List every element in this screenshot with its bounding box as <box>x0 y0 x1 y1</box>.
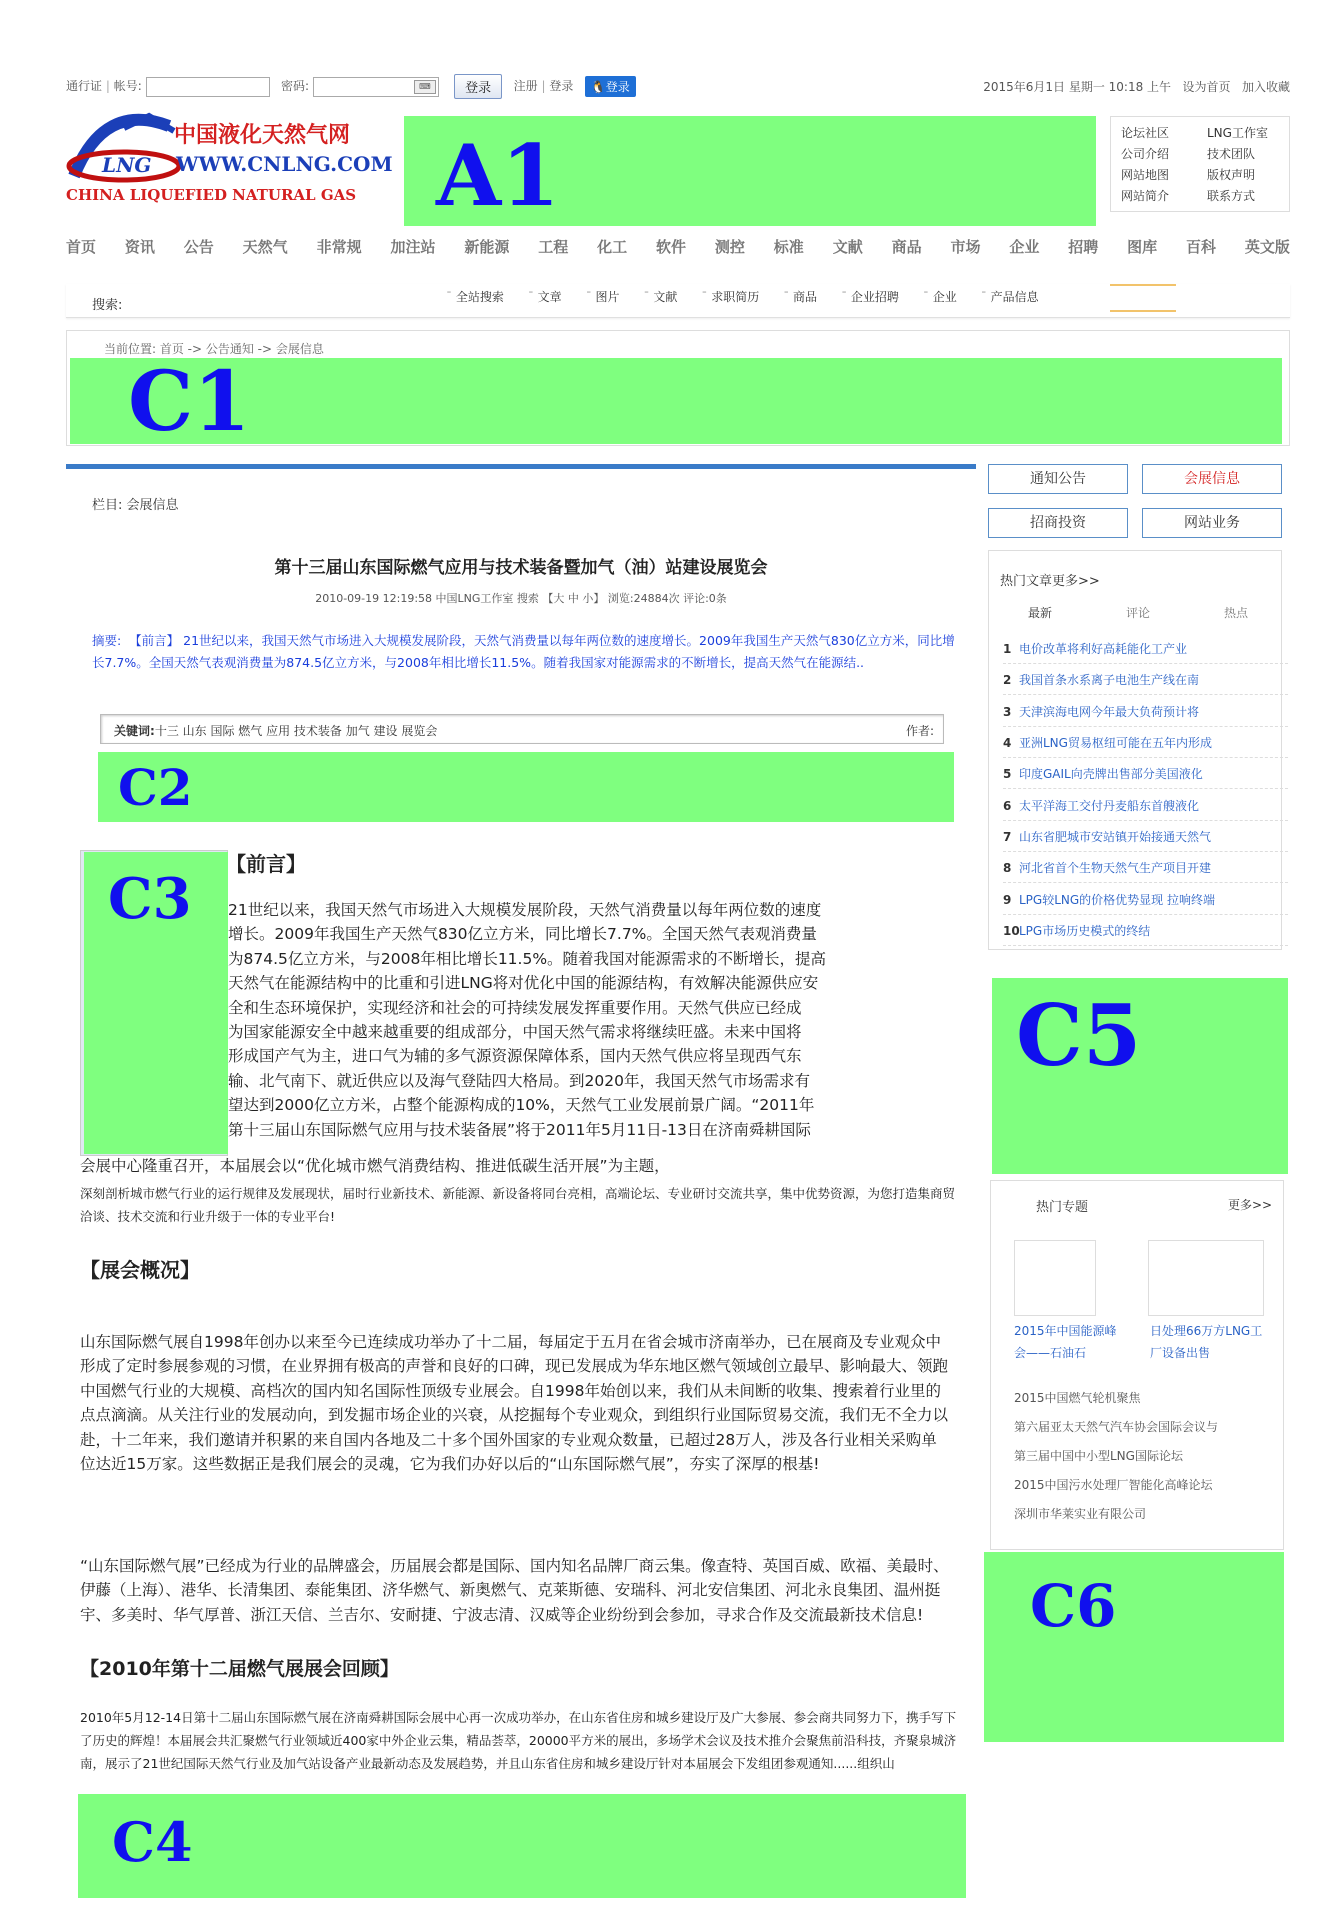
hot-article-item[interactable]: 10LPG市场历史模式的终结 <box>1003 916 1288 946</box>
search-option-goods[interactable]: ¯ 商品 <box>783 290 818 304</box>
logo-url: WWW.CNLNG.COM <box>176 152 393 176</box>
nav-item[interactable]: 软件 <box>656 238 687 256</box>
topic-card-image[interactable] <box>1014 1240 1096 1316</box>
hot-article-item[interactable]: 1 电价改革将利好高耗能化工产业 <box>1003 634 1288 664</box>
quick-link-sitemap[interactable]: 网站地图 <box>1121 168 1170 182</box>
tab-notices[interactable]: 通知公告 <box>988 464 1128 494</box>
topic-card-caption[interactable]: 日处理66万方LNG工厂设备出售 <box>1150 1324 1263 1360</box>
topic-card-caption[interactable]: 2015年中国能源峰会——石油石 <box>1014 1324 1117 1360</box>
article-paragraph-2: 山东国际燃气展自1998年创办以来至今已连续成功举办了十二届，每届定于五月在省会城市济南举办，已在展商及专业观众中形成了定时参展参观的习惯，在业界拥有极高的声誉和良好的口碑，现已发展成为华东地区燃气领域创立最早、影响最大、领跑中国燃气行业的大规模、高档次的国内知名国际性顶级专业展会。自1998年始创以来，我们从未间断的收集、搜索着行业里的点点滴滴。从关注行业的发展动向，到发掘市场企业的兴衰，从挖掘每个专业观众，到组织行业国际贸易交流，我们无不全力以赴，十二年来，我们邀请并积累的来自国内各地及二十多个国外国家的专业观众数量，已超过28万人，涉及各行业相关采购单位达近15万家。这些数据正是我们展会的灵魂，它为我们办好以后的“山东国际燃气展”，夯实了深厚的根基! <box>80 1333 949 1474</box>
hot-article-item[interactable]: 3 天津滨海电网今年最大负荷预计将 <box>1003 697 1288 727</box>
hot-article-item[interactable]: 8 河北省首个生物天然气生产项目开建 <box>1003 853 1288 883</box>
nav-item[interactable]: 标准 <box>773 238 804 256</box>
nav-item[interactable]: 新能源 <box>464 238 510 256</box>
quick-link-contact[interactable]: 联系方式 <box>1207 189 1256 203</box>
date-time: 2015年6月1日 星期一 10:18 上午 <box>983 80 1172 94</box>
article-meta: 2010-09-19 12:19:58 中国LNG工作室 搜索 【大 中 小】 浏览:24884次 评论:0条 <box>315 592 727 605</box>
quick-link-lng-studio[interactable]: LNG工作室 <box>1207 126 1268 140</box>
password-label: 密码: <box>281 79 310 93</box>
hot-article-item[interactable]: 7 山东省肥城市安站镇开始接通天然气 <box>1003 822 1288 852</box>
article-summary: 摘要: 【前言】 21世纪以来，我国天然气市场进入大规模发展阶段，天然气消费量以每年两位数的速度增长。2009年我国生产天然气830亿立方米，同比增长7.7%。全国天然气表观消费量为874.5亿立方米，与2008年相比增长11.5%。随着我国家对能源需求的不断增长，提高天然气在能源结.. <box>92 633 955 670</box>
hot-tab-latest[interactable]: 最新 <box>1028 606 1053 620</box>
article-title: 第十三届山东国际燃气应用与技术装备暨加气（油）站建设展览会 <box>274 558 768 578</box>
hot-topics-more[interactable]: 更多>> <box>1228 1198 1273 1212</box>
account-input[interactable] <box>146 77 270 97</box>
ad-label-c1: C1 <box>128 354 251 450</box>
hot-tab-hot[interactable]: 热点 <box>1223 606 1248 620</box>
hot-article-item[interactable]: 4 亚洲LNG贸易枢纽可能在五年内形成 <box>1003 728 1288 758</box>
keywords-row: 关键词:十三 山东 国际 燃气 应用 技术装备 加气 建设 展览会 作者: <box>114 724 934 738</box>
nav-item[interactable]: 工程 <box>538 238 569 256</box>
nav-item[interactable]: 商品 <box>891 238 922 256</box>
ad-banner-c1[interactable] <box>70 358 1282 444</box>
search-option-image[interactable]: ¯ 图片 <box>585 290 620 304</box>
nav-item[interactable]: 非常规 <box>316 238 362 256</box>
nav-item[interactable]: 化工 <box>597 238 628 256</box>
nav-item[interactable]: 招聘 <box>1068 238 1099 256</box>
nav-item[interactable]: 图库 <box>1127 238 1158 256</box>
top-bar: 通行证 | 帐号: 密码: ⌨ 登录 注册 | 登录 🐧登录 2015年6月1日 星期一 10:18 上午 设为首页 加入收藏 <box>66 74 1290 100</box>
ad-label-c3: C3 <box>108 866 192 932</box>
search-option-all[interactable]: ¯ 全站搜索 <box>446 290 504 304</box>
hot-article-item[interactable]: 2 我国首条水系离子电池生产线在南 <box>1003 665 1288 695</box>
quick-link-copyright[interactable]: 版权声明 <box>1207 168 1256 182</box>
search-option-article[interactable]: ¯ 文章 <box>527 290 562 304</box>
nav-item[interactable]: 首页 <box>66 238 97 256</box>
nav-item[interactable]: 市场 <box>950 238 981 256</box>
password-input[interactable] <box>313 77 439 97</box>
heading-overview: 【展会概况】 <box>80 1258 200 1282</box>
nav-item[interactable]: 百科 <box>1186 238 1217 256</box>
ad-label-c2: C2 <box>118 758 193 817</box>
search-option-product[interactable]: ¯ 产品信息 <box>980 290 1039 304</box>
topic-item[interactable]: 第三届中国中小型LNG国际论坛 <box>1014 1449 1183 1463</box>
passport-label: 通行证 <box>66 79 103 93</box>
site-logo[interactable] <box>64 106 393 208</box>
quick-link-tech-team[interactable]: 技术团队 <box>1207 147 1256 161</box>
tab-site-business[interactable]: 网站业务 <box>1142 508 1282 538</box>
qq-login-button[interactable]: 🐧登录 <box>585 76 636 97</box>
breadcrumb: 当前位置: 首页 -> 公告通知 -> 会展信息 <box>104 342 324 356</box>
ad-label-c6: C6 <box>1030 1572 1117 1640</box>
hot-topics-title: 热门专题 <box>1036 1200 1089 1215</box>
article-paragraph-1: 21世纪以来，我国天然气市场进入大规模发展阶段，天然气消费量以每年两位数的速度 增长。2009年我国生产天然气830亿立方米，同比增长7.7%。全国天然气表观消费量 为874.5亿立方米，与2008年相比增长11.5%。随着我国对能源需求的不断增长，提高 天然气在能源结构中的比重和引进LNG将对优化中国的能源结构，有效解决能源供应安 全和生态环境保护，实现经济和社会的可持续发展发挥重要作用。天然气供应已经成 为国家能源安全中越来越重要的组成部分，中国天然气需求将继续旺盛。未来中国将 形成国产气为主，进口气为辅的多气源资源保障体系，国内天然气供应将呈现西气东 输、北气南下、就近供应以及海气登陆四大格局。到2020年，我国天然气市场需求有 望达到2000亿立方米，占整个能源构成的10%，天然气工业发展前景广阔。“2011年 第十三届山东国际燃气应用与技术装备展”将于2011年5月11日-13日在济南舜耕国际 <box>228 901 827 1139</box>
search-option-doc[interactable]: ¯ 文献 <box>643 290 678 304</box>
tab-investment[interactable]: 招商投资 <box>988 508 1128 538</box>
hot-article-item[interactable]: 6 太平洋海工交付丹麦船东首艘液化 <box>1003 791 1288 821</box>
svg-text:LNG: LNG <box>102 153 152 177</box>
quick-link-intro[interactable]: 网站简介 <box>1121 189 1170 203</box>
nav-item[interactable]: 加注站 <box>390 238 436 256</box>
article-paragraph-4: 2010年5月12-14日第十二届山东国际燃气展在济南舜耕国际会展中心再一次成功举办，在山东省住房和城乡建设厅及广大参展、参会商共同努力下，携手写下了历史的辉煌！本届展会共汇聚燃气行业领域近400家中外企业云集，精品荟萃，20000平方米的展出，多场学术会议及技术推介会聚焦前沿科技，齐聚泉城济南，展示了21世纪国际天然气行业及加气站设备产业最新动态及发展趋势，并且山东省住房和城乡建设厅针对本届展会下发组团参观通知......组织山 <box>80 1710 957 1771</box>
qq-icon: 🐧 <box>590 80 606 94</box>
hot-articles-title[interactable]: 热门文章更多>> <box>1000 574 1100 589</box>
ad-banner-c6[interactable] <box>984 1552 1284 1742</box>
heading-review: 【2010年第十二届燃气展展会回顾】 <box>80 1658 399 1680</box>
search-option-company[interactable]: ¯ 企业 <box>922 290 957 304</box>
hot-topics-list <box>1014 1384 1218 1529</box>
nav-item[interactable]: 测控 <box>714 238 745 256</box>
nav-item[interactable]: 英文版 <box>1244 238 1290 256</box>
nav-item[interactable]: 文献 <box>832 238 863 256</box>
register-link[interactable]: 注册 <box>513 79 538 93</box>
quick-links-box <box>1110 116 1290 212</box>
main-nav <box>66 236 1290 264</box>
login-link[interactable]: 登录 <box>549 79 574 93</box>
logo-mark-icon <box>64 106 184 192</box>
logo-cn-name: 中国液化天然气网 <box>174 122 351 148</box>
nav-item[interactable]: 公告 <box>183 238 214 256</box>
nav-item[interactable]: 天然气 <box>242 238 288 256</box>
topic-item[interactable]: 2015中国燃气轮机聚焦 <box>1014 1391 1141 1405</box>
search-option-resume[interactable]: ¯ 求职简历 <box>701 290 760 304</box>
topic-item[interactable]: 2015中国污水处理厂智能化高峰论坛 <box>1014 1478 1213 1492</box>
set-home-link[interactable]: 设为首页 <box>1182 80 1231 94</box>
ad-banner-c4[interactable] <box>78 1794 966 1898</box>
nav-item[interactable]: 企业 <box>1009 238 1040 256</box>
search-input[interactable] <box>1110 284 1176 312</box>
account-label: 帐号: <box>113 79 142 93</box>
topic-card-image[interactable] <box>1148 1240 1264 1316</box>
search-bar <box>66 284 1290 318</box>
ad-label-a1: A1 <box>436 126 560 225</box>
heading-intro: 【前言】 <box>226 852 306 876</box>
search-option-jobs[interactable]: ¯ 企业招聘 <box>841 290 899 304</box>
topic-item[interactable]: 第六届亚太天然气汽车协会国际会议与 <box>1014 1420 1219 1434</box>
add-favorite-link[interactable]: 加入收藏 <box>1241 80 1290 94</box>
hot-article-item[interactable]: 9 LPG较LNG的价格优势显现 拉响终端 <box>1003 885 1288 915</box>
hot-article-item[interactable]: 5 印度GAIL向壳牌出售部分美国液化 <box>1003 759 1288 789</box>
article-top-border <box>66 464 976 469</box>
ad-label-c4: C4 <box>112 1810 193 1874</box>
login-button[interactable]: 登录 <box>454 74 502 99</box>
keyboard-icon[interactable]: ⌨ <box>414 80 436 94</box>
article-paragraph-3: “山东国际燃气展”已经成为行业的品牌盛会，历届展会都是国际、国内知名品牌厂商云集。像查特、英国百威、欧福、美最时、伊藤（上海）、港华、长清集团、泰能集团、济华燃气、新奥燃气、克莱斯德、安瑞科、河北安信集团、河北永良集团、温州挺宇、多美时、华气厚普、浙江天信、兰吉尔、安耐捷、宁波志清、汉威等企业纷纷到会参加，寻求合作及交流最新技术信息! <box>80 1557 949 1624</box>
article-paragraph-1-small: 深刻剖析城市燃气行业的运行规律及发展现状，届时行业新技术、新能源、新设备将同台亮相，高端论坛、专业研讨交流共享，集中优势资源，为您打造集商贸洽谈、技术交流和行业升级于一体的专业平台! <box>80 1186 956 1224</box>
logo-en-name: CHINA LIQUEFIED NATURAL GAS <box>66 186 357 204</box>
article-column: 栏目: 会展信息 <box>92 498 179 513</box>
quick-link-forum[interactable]: 论坛社区 <box>1121 126 1170 140</box>
nav-item[interactable]: 资讯 <box>124 238 155 256</box>
quick-link-company[interactable]: 公司介绍 <box>1121 147 1170 161</box>
article-paragraph-1-cont: 会展中心隆重召开，本届展会以“优化城市燃气消费结构、推进低碳生活开展”为主题， <box>80 1157 670 1175</box>
hot-tabs <box>1028 604 1248 621</box>
author-label: 作者: <box>905 724 934 738</box>
search-label: 搜索: <box>92 298 123 313</box>
tab-exhibition[interactable]: 会展信息 <box>1142 464 1282 494</box>
ad-label-c5: C5 <box>1016 986 1142 1085</box>
keywords: 十三 山东 国际 燃气 应用 技术装备 加气 建设 展览会 <box>154 724 438 738</box>
topic-item[interactable]: 深圳市华莱实业有限公司 <box>1014 1507 1147 1521</box>
hot-tab-comments[interactable]: 评论 <box>1125 606 1150 620</box>
ad-banner-c2[interactable] <box>98 752 954 822</box>
